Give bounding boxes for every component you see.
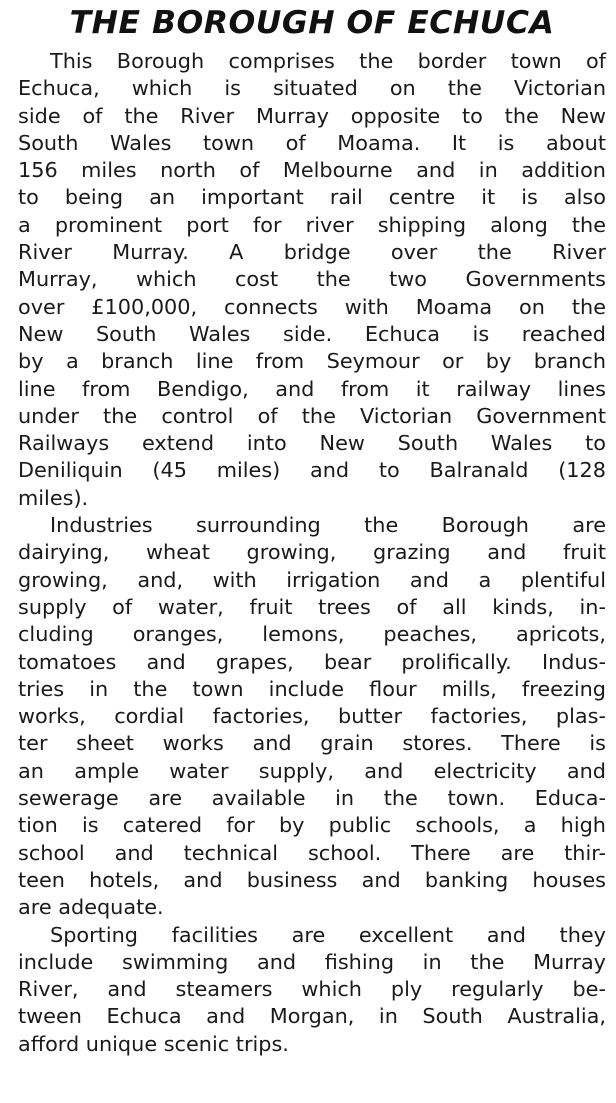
text-line: South Wales town of Moama. It is about [18,130,606,155]
text-line: dairying, wheat growing, grazing and fruit [18,540,606,565]
text-line: New South Wales side. Echuca is reached [18,321,606,346]
text-line: sewerage are available in the town. Educa- [18,786,606,811]
text-line: tween Echuca and Morgan, in South Australia, [18,1004,606,1029]
text-line: supply of water, fruit trees of all kinds, in- [18,594,606,619]
text-line: to being an important rail centre it is also [18,185,606,210]
text-line: line from Bendigo, and from it railway lines [18,376,606,401]
text-line: include swimming and fishing in the Murray [18,949,606,974]
text-line: River, and steamers which ply regularly be- [18,977,606,1002]
text-line: River Murray. A bridge over the River [18,240,606,265]
text-line: cluding oranges, lemons, peaches, apricots, [18,622,606,647]
text-line: an ample water supply, and electricity and [18,758,606,783]
text-line: Sporting facilities are excellent and they [50,922,606,947]
text-line: under the control of the Victorian Government [18,403,606,428]
text-line: school and technical school. There are thir- [18,840,606,865]
text-line: Deniliquin (45 miles) and to Balranald (128 [18,458,606,483]
text-line: Murray, which cost the two Governments [18,267,606,292]
text-line: are adequate. [18,895,164,920]
article-title: THE BOROUGH OF ECHUCA [69,5,555,41]
text-line: growing, and, with irrigation and a plentiful [18,567,606,592]
paragraph-2 [18,512,606,921]
text-line: tries in the town include flour mills, freezing [18,676,606,701]
text-line: miles). [18,485,89,510]
text-line: afford unique scenic trips. [18,1031,289,1056]
text-line: 156 miles north of Melbourne and in addition [18,158,606,183]
text-line: ter sheet works and grain stores. There is [18,731,606,756]
text-line: teen hotels, and business and banking houses [18,867,606,892]
text-line: over £100,000, connects with Moama on the [18,294,606,319]
text-line: Echuca, which is situated on the Victorian [18,76,606,101]
text-line: works, cordial factories, butter factories, plas- [18,704,606,729]
text-line: tomatoes and grapes, bear prolifically. Indus- [18,649,606,674]
text-line: a prominent port for river shipping along the [18,212,606,237]
text-line: side of the River Murray opposite to the New [18,103,606,128]
paragraph-3 [18,922,606,1058]
paragraph-1 [18,48,606,512]
text-line: by a branch line from Seymour or by branch [18,349,606,374]
text-line: tion is catered for by public schools, a high [18,813,606,838]
text-line: This Borough comprises the border town of [50,49,606,73]
text-line: Industries surrounding the Borough are [50,513,606,538]
text-line: Railways extend into New South Wales to [18,431,606,456]
